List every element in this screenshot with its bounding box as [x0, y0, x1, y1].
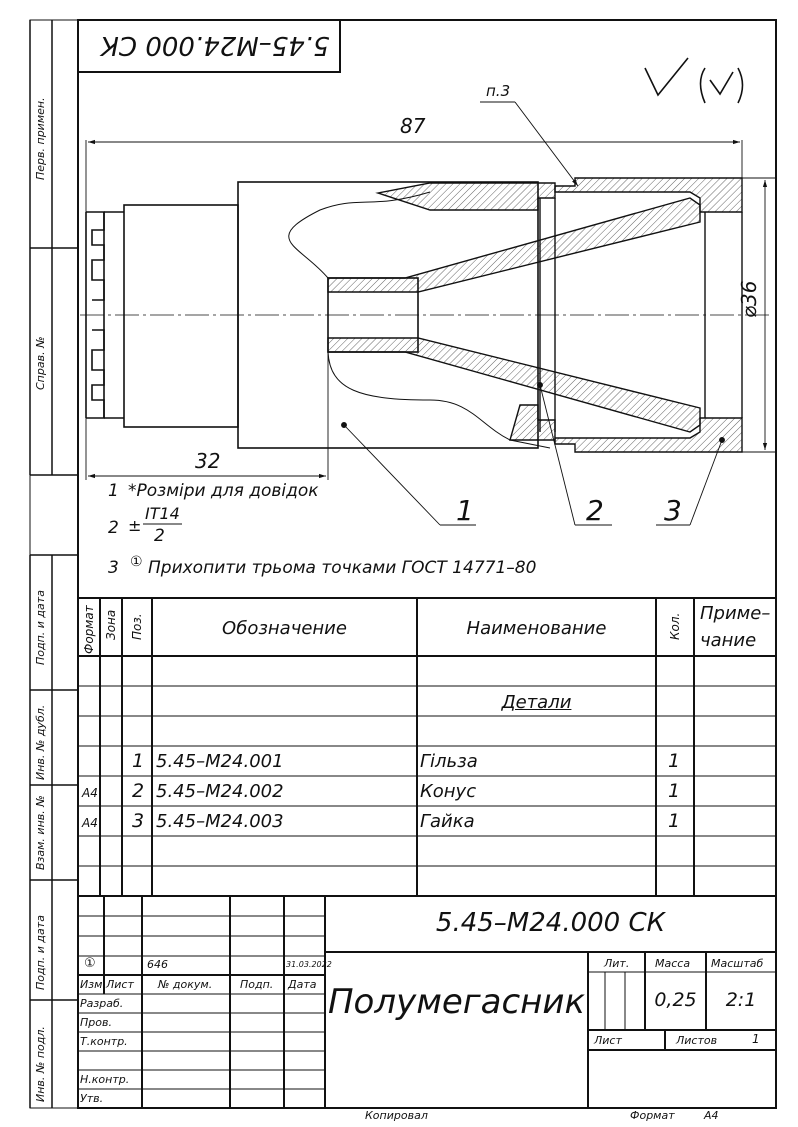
note-1-text: *Розміри для довідок	[128, 481, 319, 501]
spec-row-3-kol: 1	[668, 810, 681, 832]
note-2-sign: ±	[128, 516, 142, 535]
tb-doc-no: 646	[147, 958, 168, 971]
spec-header-prim-2: чание	[700, 630, 757, 651]
spec-row-1-oboz: 5.45–М24.001	[156, 751, 284, 772]
note-3-number: 3	[108, 558, 119, 578]
spec-row-2-naim: Конус	[420, 781, 477, 802]
tb-massa-value: 0,25	[654, 989, 697, 1011]
spec-row-2-poz: 2	[132, 780, 145, 802]
tb-role-tkontr: Т.контр.	[80, 1035, 128, 1048]
spec-row-2-kol: 1	[668, 780, 681, 802]
side-label-sprav-no: Справ. №	[34, 336, 47, 390]
title-name: Полумегасник	[327, 982, 586, 1022]
tb-col-dokum: № докум.	[158, 978, 213, 991]
spec-row-2-format: А4	[82, 786, 98, 800]
tb-massa-label: Масса	[655, 957, 691, 970]
note-2-fraction-top: IT14	[145, 504, 180, 523]
tb-list-label: Лист	[594, 1034, 622, 1047]
cone-bottom	[328, 338, 700, 432]
dim-length-label: 87	[400, 114, 426, 138]
spec-header-format: Формат	[82, 605, 96, 654]
stamp-top-designation: 5.45–М24.000 СК	[100, 30, 330, 60]
tb-lit-label: Лит.	[604, 957, 630, 970]
spec-row-1-kol: 1	[668, 750, 681, 772]
spec-header-naim: Наименование	[466, 618, 607, 639]
tb-change-mark: ①	[84, 956, 96, 971]
spec-header-poz: Поз.	[130, 613, 144, 640]
spec-section-details: Детали	[501, 692, 572, 713]
side-label-perv-primen: Перв. примен.	[34, 97, 47, 180]
spec-row-3-format: А4	[82, 816, 98, 830]
sleeve-bottom-hatch	[510, 405, 555, 440]
callout-p3: п.3	[486, 82, 511, 100]
note-3-text: Прихопити трьома точками ГОСТ 14771–80	[148, 558, 537, 578]
title-designation: 5.45–М24.000 СК	[435, 908, 666, 938]
side-label-podp-data-2: Подп. и дата	[34, 915, 47, 990]
dim-offset-label: 32	[195, 449, 221, 473]
footer-format-label: Формат	[630, 1109, 675, 1122]
nut-top	[555, 178, 742, 212]
spec-row-1-poz: 1	[132, 750, 145, 772]
side-label-inv-podl: Инв. № подл.	[34, 1026, 47, 1102]
note-3-symbol: ①	[130, 554, 143, 570]
side-label-inv-dubl: Инв. № дубл.	[34, 704, 47, 780]
spec-header-oboz: Обозначение	[222, 618, 347, 639]
spec-header-prim-1: Приме–	[700, 603, 771, 624]
nut-bottom	[555, 418, 742, 452]
tb-role-utv: Утв.	[80, 1092, 104, 1105]
spec-row-1-naim: Гільза	[420, 751, 478, 772]
tb-col-izm: Изм.	[80, 978, 106, 991]
tb-masshtab-value: 2:1	[725, 989, 757, 1011]
spec-header-kol: Кол.	[668, 612, 682, 640]
footer-format-value: А4	[704, 1109, 719, 1122]
roughness-symbol	[645, 58, 743, 103]
cone-top	[328, 198, 700, 292]
note-1-number: 1	[108, 481, 119, 501]
side-label-vzam-inv: Взам. инв. №	[34, 795, 47, 870]
tb-col-list: Лист	[106, 978, 134, 991]
footer-kopiroval: Копировал	[365, 1109, 428, 1122]
tb-role-prov: Пров.	[80, 1016, 112, 1029]
spec-row-3-poz: 3	[132, 810, 145, 832]
note-2-number: 2	[108, 518, 119, 538]
sleeve-top-hatch	[378, 183, 555, 210]
spec-header-zona: Зона	[104, 609, 118, 640]
position-label-2: 2	[586, 494, 604, 527]
tb-role-nkontr: Н.контр.	[80, 1073, 130, 1086]
tb-col-podp: Подп.	[240, 978, 274, 991]
spec-table-lines	[78, 598, 776, 896]
tb-masshtab-label: Масштаб	[711, 957, 764, 970]
tb-listov-label: Листов	[676, 1034, 718, 1047]
dim-diameter-label: ⌀36	[737, 280, 761, 318]
side-label-podp-data-1: Подп. и дата	[34, 590, 47, 665]
spec-row-3-oboz: 5.45–М24.003	[156, 811, 284, 832]
tb-role-razrab: Разраб.	[80, 997, 124, 1010]
tb-listov-value: 1	[752, 1032, 760, 1046]
position-label-3: 3	[664, 494, 682, 527]
tb-date: 31.03.2022	[286, 960, 332, 969]
leader-p3	[480, 102, 578, 186]
position-label-1: 1	[456, 494, 474, 527]
spec-row-3-naim: Гайка	[420, 811, 475, 832]
spec-row-2-oboz: 5.45–М24.002	[156, 781, 284, 802]
tb-col-data: Дата	[288, 978, 317, 991]
note-2-fraction-bottom: 2	[154, 526, 165, 546]
